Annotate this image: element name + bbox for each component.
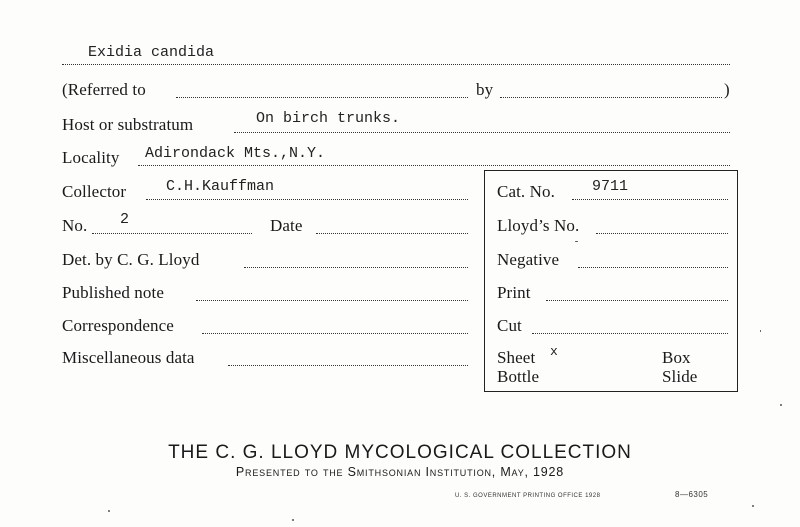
box-left-border: [484, 170, 485, 392]
published-note-line: [196, 300, 468, 301]
print-label: Print: [497, 283, 531, 302]
scan-speck: [575, 241, 578, 242]
species-name: Exidia candida: [88, 44, 215, 61]
misc-data-label: Miscellaneous data: [62, 348, 195, 367]
no-line: [92, 233, 252, 234]
referred-to-label: (Referred to: [62, 80, 146, 99]
negative-label: Negative: [497, 250, 560, 269]
printing-office-note: U. S. GOVERNMENT PRINTING OFFICE 1928: [455, 493, 601, 499]
host-label: Host or substratum: [62, 115, 194, 134]
collector-value: C.H.Kauffman: [166, 178, 275, 195]
det-by-line: [244, 267, 468, 268]
close-paren: ): [724, 80, 730, 99]
box-label: Box: [662, 348, 691, 367]
print-code: 8—6305: [675, 490, 709, 499]
scan-speck: [780, 404, 782, 406]
lloyds-no-line: [596, 233, 728, 234]
print-line: [546, 300, 728, 301]
referred-to-line: [176, 97, 468, 98]
box-top-border: [484, 170, 738, 171]
cat-no-line: [572, 199, 728, 200]
collector-label: Collector: [62, 182, 127, 201]
date-label: Date: [270, 216, 303, 235]
scan-speck: [760, 330, 761, 332]
negative-line: [578, 267, 728, 268]
box-bottom-border: [484, 391, 738, 392]
cat-no-value: 9711: [592, 178, 629, 195]
species-line: [62, 64, 730, 65]
cat-no-label: Cat. No.: [497, 182, 555, 201]
lloyds-no-label: Lloyd’s No.: [497, 216, 580, 235]
locality-label: Locality: [62, 148, 120, 167]
host-line: [234, 132, 730, 133]
published-note-label: Published note: [62, 283, 164, 302]
correspondence-label: Correspondence: [62, 316, 174, 335]
locality-value: Adirondack Mts.,N.Y.: [145, 145, 326, 162]
box-right-border: [737, 170, 738, 392]
scan-speck: [292, 519, 294, 521]
scan-speck: [108, 510, 110, 512]
cut-line: [532, 333, 728, 334]
scan-speck: [752, 505, 754, 507]
correspondence-line: [202, 333, 468, 334]
date-line: [316, 233, 468, 234]
slide-label: Slide: [662, 367, 698, 386]
cut-label: Cut: [497, 316, 522, 335]
locality-line: [138, 165, 730, 166]
collection-subtitle: Presented to the Smithsonian Institution, May, 1928: [235, 465, 565, 479]
host-value: On birch trunks.: [256, 110, 401, 127]
sheet-mark: x: [550, 344, 558, 359]
misc-data-line: [228, 365, 468, 366]
det-by-label: Det. by C. G. Lloyd: [62, 250, 200, 269]
by-label: by: [476, 80, 494, 99]
no-label: No.: [62, 216, 88, 235]
collection-title: THE C. G. LLOYD MYCOLOGICAL COLLECTION: [168, 442, 632, 463]
no-value: 2: [120, 211, 130, 228]
collector-line: [146, 199, 468, 200]
by-line: [500, 97, 722, 98]
sheet-label: Sheet: [497, 348, 536, 367]
bottle-label: Bottle: [497, 367, 540, 386]
